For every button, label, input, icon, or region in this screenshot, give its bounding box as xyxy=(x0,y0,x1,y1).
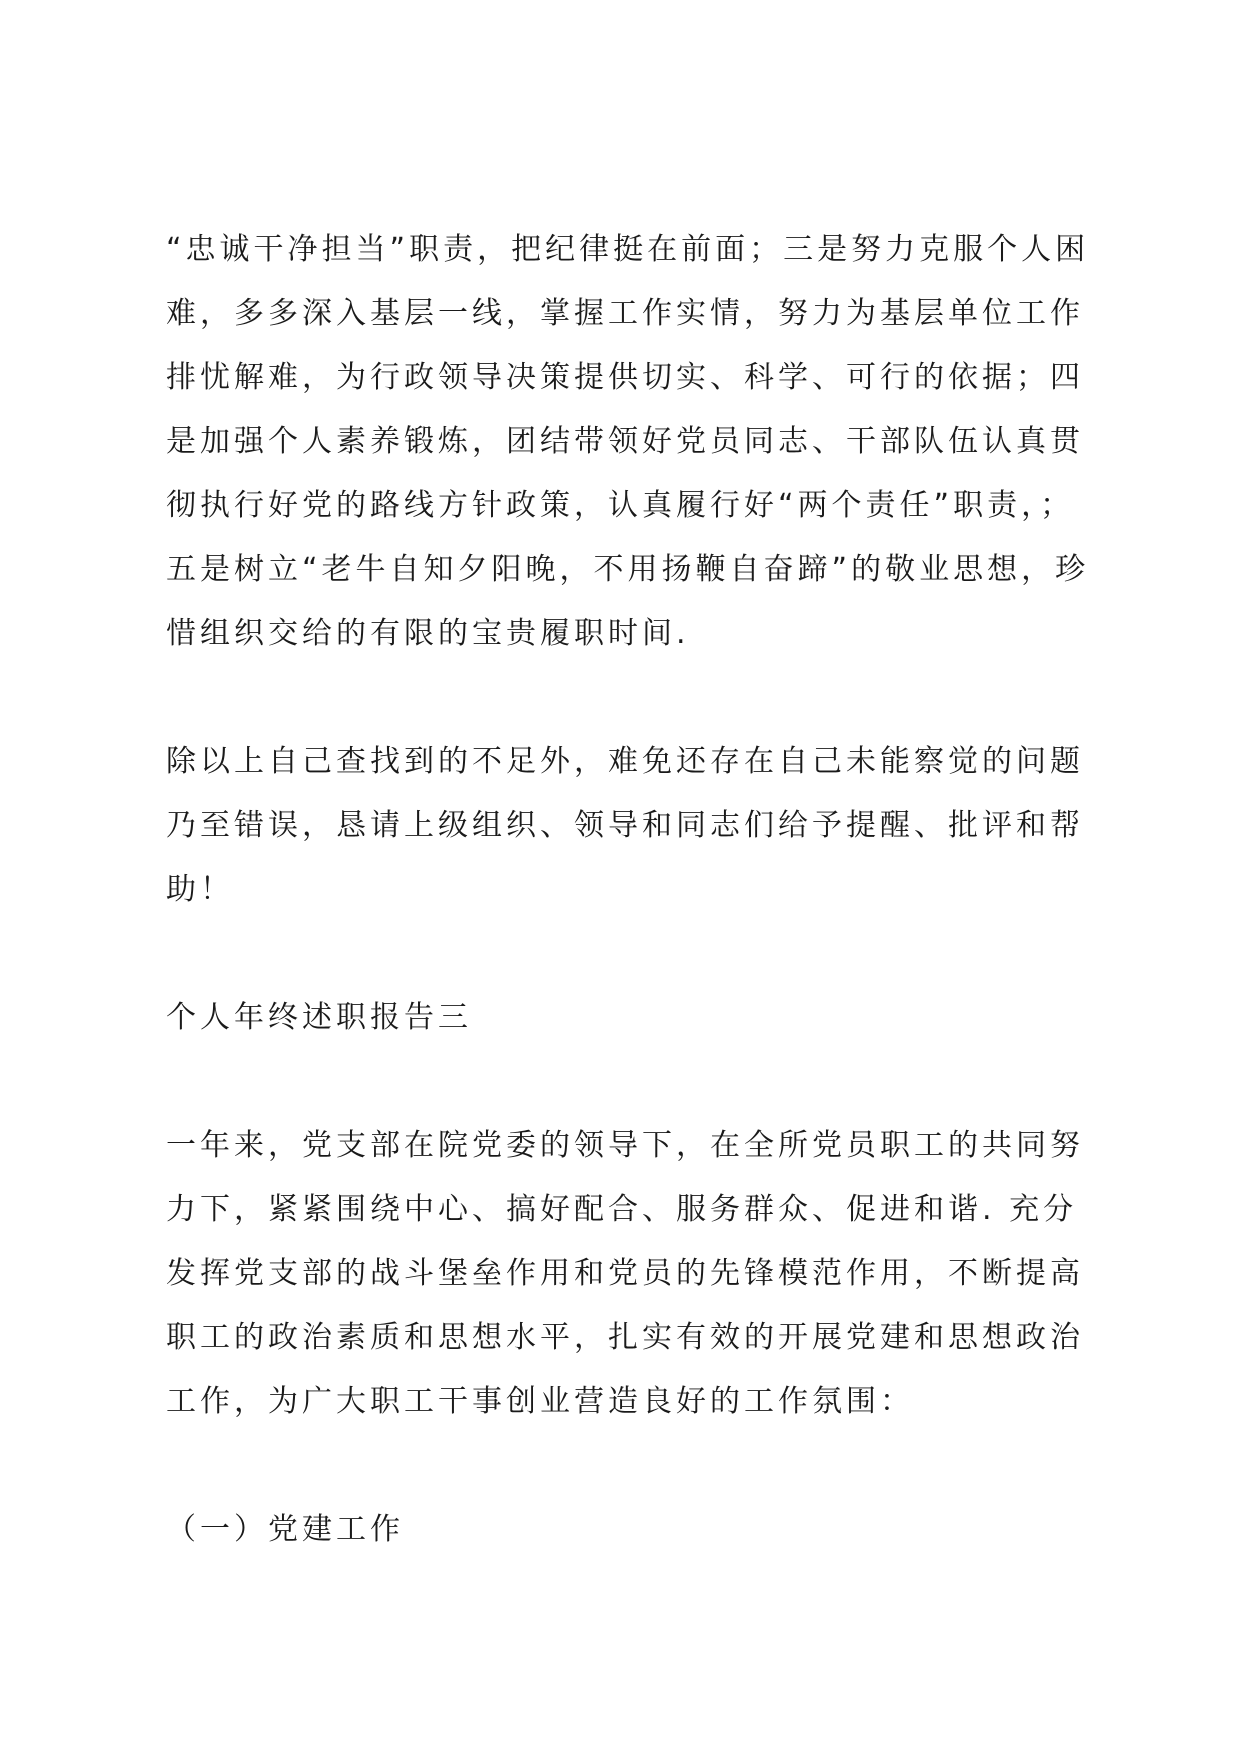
document-body xyxy=(166,218,1096,1562)
section-title: 个人年终述职报告三 xyxy=(166,1000,472,1035)
paragraph-spacer xyxy=(166,666,1096,730)
paragraph-spacer xyxy=(166,1434,1096,1498)
paragraph-request-feedback: 除以上自己查找到的不足外，难免还存在自己未能察觉的问题乃至错误，恳请上级组织、领导和同志们给予提醒、批评和帮助！ xyxy=(166,744,1084,907)
paragraph-annual-summary: 一年来，党支部在院党委的领导下，在全所党员职工的共同努力下，紧紧围绕中心、搞好配合、服务群众、促进和谐. 充分发挥党支部的战斗堡垒作用和党员的先锋模范作用，不断提高职工的政治素质和思想水平，扎实有效的开展党建和思想政治工作，为广大职工干事创业营造良好的工作氛围： xyxy=(166,1128,1084,1419)
paragraph-duties: “忠诚干净担当”职责，把纪律挺在前面；三是努力克服个人困难，多多深入基层一线，掌握工作实情，努力为基层单位工作排忧解难，为行政领导决策提供切实、科学、可行的依据；四是加强个人素养锻炼，团结带领好党员同志、干部队伍认真贯彻执行好党的路线方针政策，认真履行好“两个责任”职责，；五是树立“老牛自知夕阳晚，不用扬鞭自奋蹄”的敬业思想，珍惜组织交给的有限的宝贵履职时间. xyxy=(166,232,1090,651)
paragraph-spacer xyxy=(166,922,1096,986)
paragraph-spacer xyxy=(166,1050,1096,1114)
subsection-heading: （一）党建工作 xyxy=(166,1512,404,1547)
